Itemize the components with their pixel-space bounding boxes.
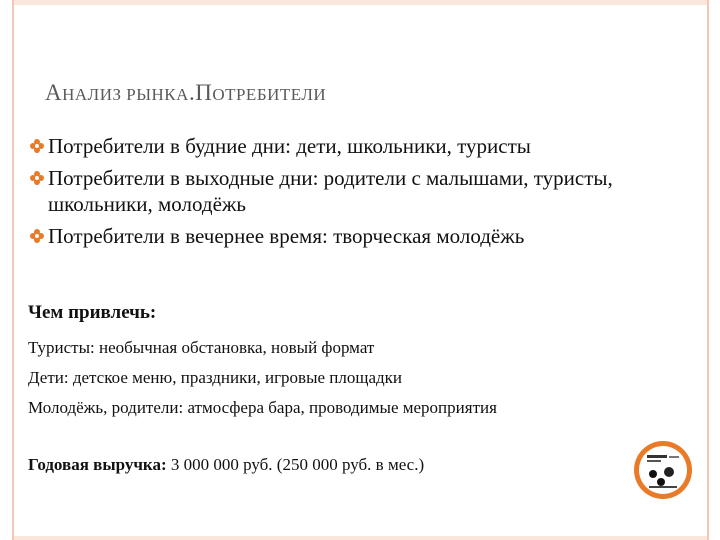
title-part-2: ОТРЕБИТЕЛИ — [212, 85, 327, 104]
revenue-value: 3 000 000 руб. (250 000 руб. в мес.) — [170, 455, 425, 474]
attract-item-children: Дети: детское меню, праздники, игровые площадки — [28, 368, 403, 387]
consumer-bullet-list — [30, 133, 700, 255]
frame-line-right — [707, 0, 709, 540]
bullet-item — [30, 165, 700, 217]
top-border-strip — [14, 0, 707, 5]
title-initial-2: П — [195, 80, 213, 105]
attract-heading: Чем привлечь: — [28, 302, 157, 323]
bottom-border-strip — [14, 536, 707, 540]
revenue-line — [28, 455, 424, 475]
bullet-item — [30, 133, 700, 159]
attract-item-youth: Молодёжь, родители: атмосфера бара, проводимые мероприятия — [28, 398, 497, 417]
bullet-text: Потребители в будние дни: дети, школьники, туристы — [48, 134, 531, 158]
cafe-logo-icon — [634, 441, 692, 499]
orange-flower-bullet-icon — [30, 171, 44, 185]
attract-item-tourists: Туристы: необычная обстановка, новый формат — [28, 338, 375, 357]
orange-flower-bullet-icon — [30, 229, 44, 243]
title-part-1: НАЛИЗ РЫНКА — [62, 85, 189, 104]
title-dot: . — [188, 80, 196, 105]
logo-inner-circle — [639, 446, 687, 494]
orange-flower-bullet-icon — [30, 139, 44, 153]
logo-drawing-icon — [639, 446, 687, 494]
bullet-item — [30, 223, 700, 249]
revenue-label: Годовая выручка: — [28, 455, 167, 474]
bullet-text: Потребители в вечернее время: творческая молодёжь — [48, 224, 525, 248]
slide-title — [45, 80, 326, 106]
title-initial-1: А — [45, 80, 63, 105]
frame-line-left — [12, 0, 14, 540]
bullet-text: Потребители в выходные дни: родители с малышами, туристы, школьники, молодёжь — [48, 166, 613, 216]
